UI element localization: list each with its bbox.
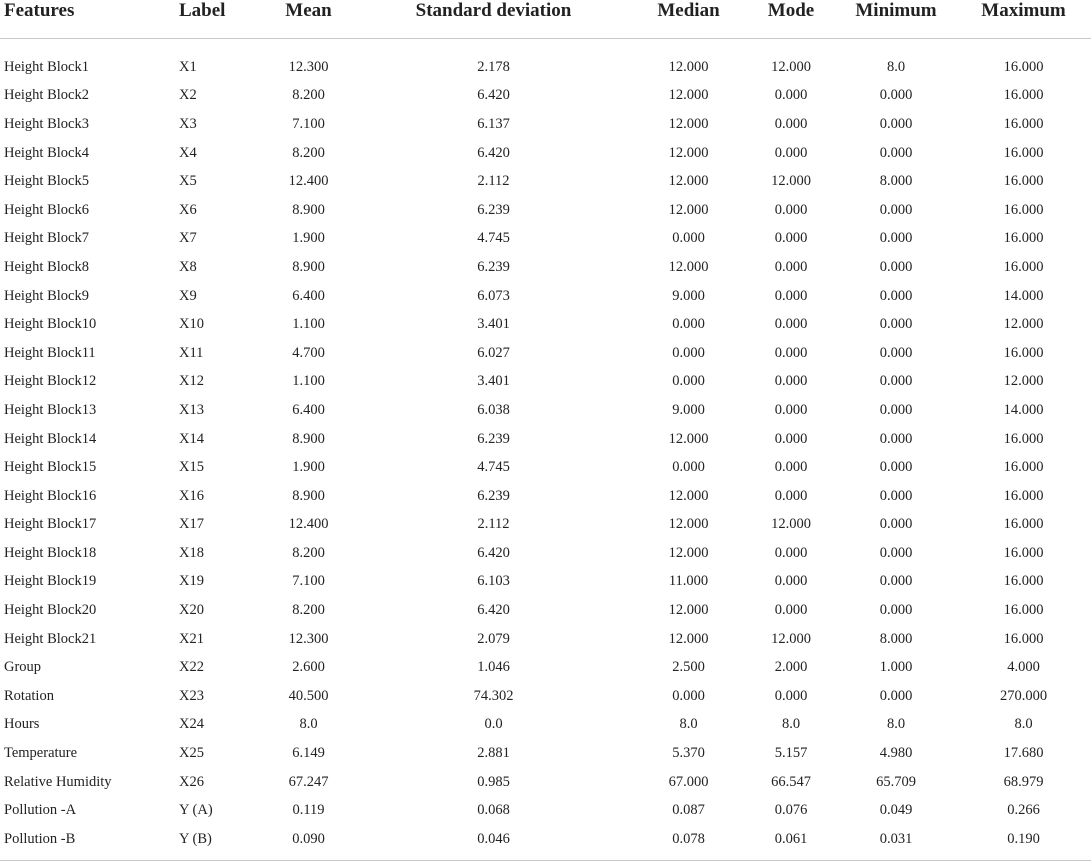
median-cell: 9.000 [672,287,705,304]
feature-cell: Height Block19 [4,573,97,590]
mode-cell: 0.000 [774,687,808,704]
feature-cell: Relative Humidity [4,773,112,790]
table-row [0,139,1091,168]
maximum-cell: 16.000 [1003,516,1044,533]
table-row [0,596,1091,625]
feature-cell: Height Block13 [4,401,97,418]
mode-cell: 0.000 [774,87,808,104]
mean-cell: 12.400 [288,516,329,533]
table-row [0,682,1091,711]
median-cell: 0.000 [672,344,705,361]
mode-cell: 0.000 [774,144,808,161]
feature-cell: Height Block6 [4,201,89,218]
median-cell: 0.000 [672,316,705,333]
mean-cell: 8.900 [292,258,325,275]
std-dev-cell: 3.401 [477,373,510,390]
mode-cell: 0.061 [746,825,836,860]
table-row [0,110,1091,139]
median-cell: 0.087 [672,802,705,819]
std-dev-cell: 2.112 [477,173,510,190]
std-dev-cell: 6.103 [477,573,510,590]
median-cell: 12.000 [668,516,709,533]
mean-cell: 8.900 [292,487,325,504]
maximum-cell: 8.0 [1014,716,1033,733]
header-minimum: Minimum [836,0,956,39]
maximum-cell: 16.000 [1003,430,1044,447]
maximum-cell: 16.000 [1003,344,1044,361]
median-cell: 5.370 [672,745,705,762]
median-cell: 11.000 [668,573,709,590]
minimum-cell: 0.000 [879,430,913,447]
median-cell: 12.000 [668,201,709,218]
median-cell: 8.0 [679,716,698,733]
table-row [0,339,1091,368]
std-dev-cell: 6.239 [477,430,510,447]
mean-cell: 12.300 [288,630,329,647]
table-row [0,625,1091,654]
mode-cell: 0.000 [774,430,808,447]
mean-cell: 6.149 [292,745,325,762]
table-row [0,825,1091,860]
label-cell: X3 [179,115,197,132]
median-cell: 12.000 [668,630,709,647]
mode-cell: 66.547 [771,773,811,790]
table-row [0,39,1091,82]
minimum-cell: 0.031 [836,825,956,860]
label-cell: X1 [179,58,197,75]
minimum-cell: 0.000 [879,230,913,247]
maximum-cell: 16.000 [1003,630,1044,647]
mode-cell: 0.000 [774,344,808,361]
minimum-cell: 8.000 [879,630,913,647]
mode-cell: 0.000 [774,602,808,619]
maximum-cell: 16.000 [1003,144,1044,161]
feature-cell: Height Block15 [4,459,97,476]
mean-cell: 12.300 [288,58,329,75]
std-dev-cell: 6.420 [477,602,510,619]
median-cell: 12.000 [668,487,709,504]
mean-cell: 8.900 [292,430,325,447]
feature-cell: Height Block9 [4,287,89,304]
label-cell: X8 [179,258,197,275]
std-dev-cell: 2.178 [477,58,510,75]
std-dev-cell: 0.985 [477,773,510,790]
mode-cell: 0.000 [774,459,808,476]
minimum-cell: 0.000 [879,544,913,561]
table-row [0,425,1091,454]
feature-cell: Height Block21 [4,630,97,647]
header-median: Median [631,0,746,39]
table-row [0,310,1091,339]
maximum-cell: 17.680 [1003,745,1044,762]
feature-cell: Group [4,659,42,676]
feature-cell: Height Block4 [4,144,89,161]
mean-cell: 8.200 [292,602,325,619]
minimum-cell: 1.000 [879,659,913,676]
mode-cell: 0.000 [774,287,808,304]
table-body [0,39,1091,861]
median-cell: 12.000 [668,144,709,161]
maximum-cell: 16.000 [1003,573,1044,590]
mode-cell: 0.000 [774,487,808,504]
feature-cell: Height Block5 [4,173,89,190]
std-dev-cell: 6.073 [477,287,510,304]
table-row [0,82,1091,111]
label-cell: X20 [179,602,204,619]
minimum-cell: 8.000 [879,173,913,190]
std-dev-cell: 6.420 [477,144,510,161]
minimum-cell: 0.000 [879,687,913,704]
mode-cell: 12.000 [771,173,811,190]
feature-cell: Height Block8 [4,258,89,275]
maximum-cell: 16.000 [1003,58,1044,75]
feature-cell: Height Block17 [4,516,97,533]
std-dev-cell: 6.027 [477,344,510,361]
mean-cell: 6.400 [292,287,325,304]
maximum-cell: 14.000 [1003,401,1044,418]
median-cell: 67.000 [668,773,709,790]
mode-cell: 0.000 [774,115,808,132]
label-cell: X26 [179,773,204,790]
table-header [0,0,1091,39]
table-row [0,396,1091,425]
label-cell: X23 [179,687,204,704]
header-features: Features [0,0,175,39]
maximum-cell: 12.000 [1003,373,1044,390]
mean-cell: 0.119 [292,802,325,819]
feature-cell: Height Block7 [4,230,89,247]
std-dev-cell: 0.046 [356,825,631,860]
maximum-cell: 68.979 [1003,773,1044,790]
table-row [0,653,1091,682]
label-cell: X15 [179,459,204,476]
mean-cell: 40.500 [288,687,329,704]
label-cell: X12 [179,373,204,390]
mode-cell: 0.000 [774,230,808,247]
mean-cell: 1.900 [292,230,325,247]
mode-cell: 12.000 [771,516,811,533]
header-label: Label [175,0,261,39]
mode-cell: 2.000 [774,659,808,676]
median-cell: 0.000 [672,230,705,247]
table-row [0,282,1091,311]
maximum-cell: 0.266 [1007,802,1040,819]
feature-cell: Pollution -A [4,802,77,819]
table-row [0,253,1091,282]
mode-cell: 8.0 [781,716,801,733]
mode-cell: 0.000 [774,201,808,218]
mode-cell: 0.000 [774,573,808,590]
minimum-cell: 0.000 [879,87,913,104]
table-row [0,768,1091,797]
mode-cell: 0.000 [774,316,808,333]
label-cell: X17 [179,516,204,533]
table-row [0,511,1091,540]
std-dev-cell: 74.302 [473,687,514,704]
median-cell: 0.000 [672,687,705,704]
feature-cell: Height Block14 [4,430,97,447]
feature-cell: Height Block11 [4,344,96,361]
label-cell: X7 [179,230,197,247]
minimum-cell: 0.000 [879,316,913,333]
std-dev-cell: 4.745 [477,230,510,247]
feature-cell: Height Block2 [4,87,89,104]
minimum-cell: 0.000 [879,373,913,390]
mode-cell: 0.000 [774,401,808,418]
mode-cell: 0.000 [774,258,808,275]
minimum-cell: 0.000 [879,602,913,619]
minimum-cell: 4.980 [879,745,913,762]
label-cell: X6 [179,201,197,218]
maximum-cell: 16.000 [1003,201,1044,218]
table-row [0,796,1091,825]
mean-cell: 8.200 [292,144,325,161]
median-cell: 0.078 [631,825,746,860]
label-cell: Y (B) [175,825,261,860]
header-row [0,0,1091,39]
maximum-cell: 16.000 [1003,173,1044,190]
median-cell: 12.000 [668,173,709,190]
median-cell: 2.500 [672,659,705,676]
mode-cell: 0.000 [774,373,808,390]
minimum-cell: 0.000 [879,344,913,361]
maximum-cell: 16.000 [1003,487,1044,504]
std-dev-cell: 6.420 [477,544,510,561]
std-dev-cell: 4.745 [477,459,510,476]
mean-cell: 1.100 [292,373,325,390]
label-cell: X18 [179,544,204,561]
maximum-cell: 16.000 [1003,544,1044,561]
maximum-cell: 4.000 [1007,659,1040,676]
table-row [0,482,1091,511]
header-maximum: Maximum [956,0,1091,39]
label-cell: X2 [179,87,197,104]
std-dev-cell: 6.239 [477,487,510,504]
minimum-cell: 0.049 [879,802,913,819]
feature-cell: Rotation [4,687,54,704]
maximum-cell: 0.190 [956,825,1091,860]
feature-cell: Height Block16 [4,487,97,504]
table-row [0,453,1091,482]
median-cell: 12.000 [668,58,709,75]
label-cell: X10 [179,316,204,333]
label-cell: X21 [179,630,204,647]
mean-cell: 1.100 [292,316,325,333]
label-cell: X4 [179,144,197,161]
std-dev-cell: 0.0 [484,716,503,733]
label-cell: X9 [179,287,197,304]
median-cell: 12.000 [668,544,709,561]
header-standard-deviation: Standard deviation [356,0,631,39]
minimum-cell: 0.000 [879,401,913,418]
mean-cell: 12.400 [288,173,329,190]
header-mean: Mean [261,0,356,39]
table-row [0,196,1091,225]
maximum-cell: 12.000 [1003,316,1044,333]
std-dev-cell: 6.038 [477,401,510,418]
minimum-cell: 0.000 [879,258,913,275]
feature-cell: Temperature [4,745,78,762]
median-cell: 12.000 [668,115,709,132]
mean-cell: 8.900 [292,201,325,218]
std-dev-cell: 3.401 [477,316,510,333]
label-cell: X24 [179,716,204,733]
table-row [0,167,1091,196]
label-cell: X16 [179,487,204,504]
feature-cell: Height Block18 [4,544,97,561]
median-cell: 9.000 [672,401,705,418]
std-dev-cell: 6.239 [477,201,510,218]
std-dev-cell: 2.881 [477,745,510,762]
feature-cell: Height Block20 [4,602,97,619]
mode-cell: 12.000 [771,630,811,647]
mean-cell: 8.200 [292,87,325,104]
mean-cell: 2.600 [292,659,325,676]
mean-cell: 6.400 [292,401,325,418]
median-cell: 12.000 [668,602,709,619]
mean-cell: 7.100 [292,573,325,590]
maximum-cell: 270.000 [999,687,1048,704]
maximum-cell: 16.000 [1003,230,1044,247]
table-row [0,711,1091,740]
table-row [0,539,1091,568]
std-dev-cell: 0.068 [477,802,510,819]
minimum-cell: 0.000 [879,573,913,590]
feature-cell: Height Block1 [4,58,89,75]
minimum-cell: 0.000 [879,201,913,218]
median-cell: 12.000 [668,258,709,275]
median-cell: 12.000 [668,430,709,447]
table-row [0,225,1091,254]
label-cell: X11 [179,344,204,361]
std-dev-cell: 6.137 [477,115,510,132]
feature-cell: Height Block10 [4,316,97,333]
minimum-cell: 0.000 [879,115,913,132]
table-row [0,568,1091,597]
minimum-cell: 0.000 [879,459,913,476]
maximum-cell: 16.000 [1003,258,1044,275]
std-dev-cell: 6.239 [477,258,510,275]
label-cell: X22 [179,659,204,676]
std-dev-cell: 6.420 [477,87,510,104]
feature-cell: Pollution -B [0,825,175,860]
mean-cell: 4.700 [292,344,325,361]
feature-cell: Height Block12 [4,373,97,390]
label-cell: Y (A) [179,802,213,819]
mode-cell: 5.157 [774,745,808,762]
maximum-cell: 16.000 [1003,115,1044,132]
label-cell: X5 [179,173,197,190]
table-row [0,368,1091,397]
maximum-cell: 16.000 [1003,602,1044,619]
mean-cell: 7.100 [292,115,325,132]
std-dev-cell: 1.046 [477,659,510,676]
maximum-cell: 16.000 [1003,459,1044,476]
mean-cell: 67.247 [288,773,329,790]
median-cell: 0.000 [672,459,705,476]
feature-cell: Height Block3 [4,115,89,132]
feature-cell: Hours [4,716,40,733]
std-dev-cell: 2.079 [477,630,510,647]
minimum-cell: 8.0 [886,716,906,733]
mean-cell: 1.900 [292,459,325,476]
minimum-cell: 8.0 [886,58,906,75]
minimum-cell: 0.000 [879,287,913,304]
minimum-cell: 0.000 [879,144,913,161]
mode-cell: 0.000 [774,544,808,561]
minimum-cell: 0.000 [879,487,913,504]
maximum-cell: 14.000 [1003,287,1044,304]
mean-cell: 8.0 [299,716,318,733]
table-row [0,739,1091,768]
mode-cell: 0.076 [774,802,808,819]
mean-cell: 0.090 [261,825,356,860]
minimum-cell: 0.000 [879,516,913,533]
maximum-cell: 16.000 [1003,87,1044,104]
median-cell: 12.000 [668,87,709,104]
label-cell: X13 [179,401,204,418]
minimum-cell: 65.709 [876,773,916,790]
median-cell: 0.000 [672,373,705,390]
mean-cell: 8.200 [292,544,325,561]
label-cell: X14 [179,430,204,447]
header-mode: Mode [746,0,836,39]
label-cell: X25 [179,745,204,762]
std-dev-cell: 2.112 [477,516,510,533]
label-cell: X19 [179,573,204,590]
mode-cell: 12.000 [771,58,811,75]
